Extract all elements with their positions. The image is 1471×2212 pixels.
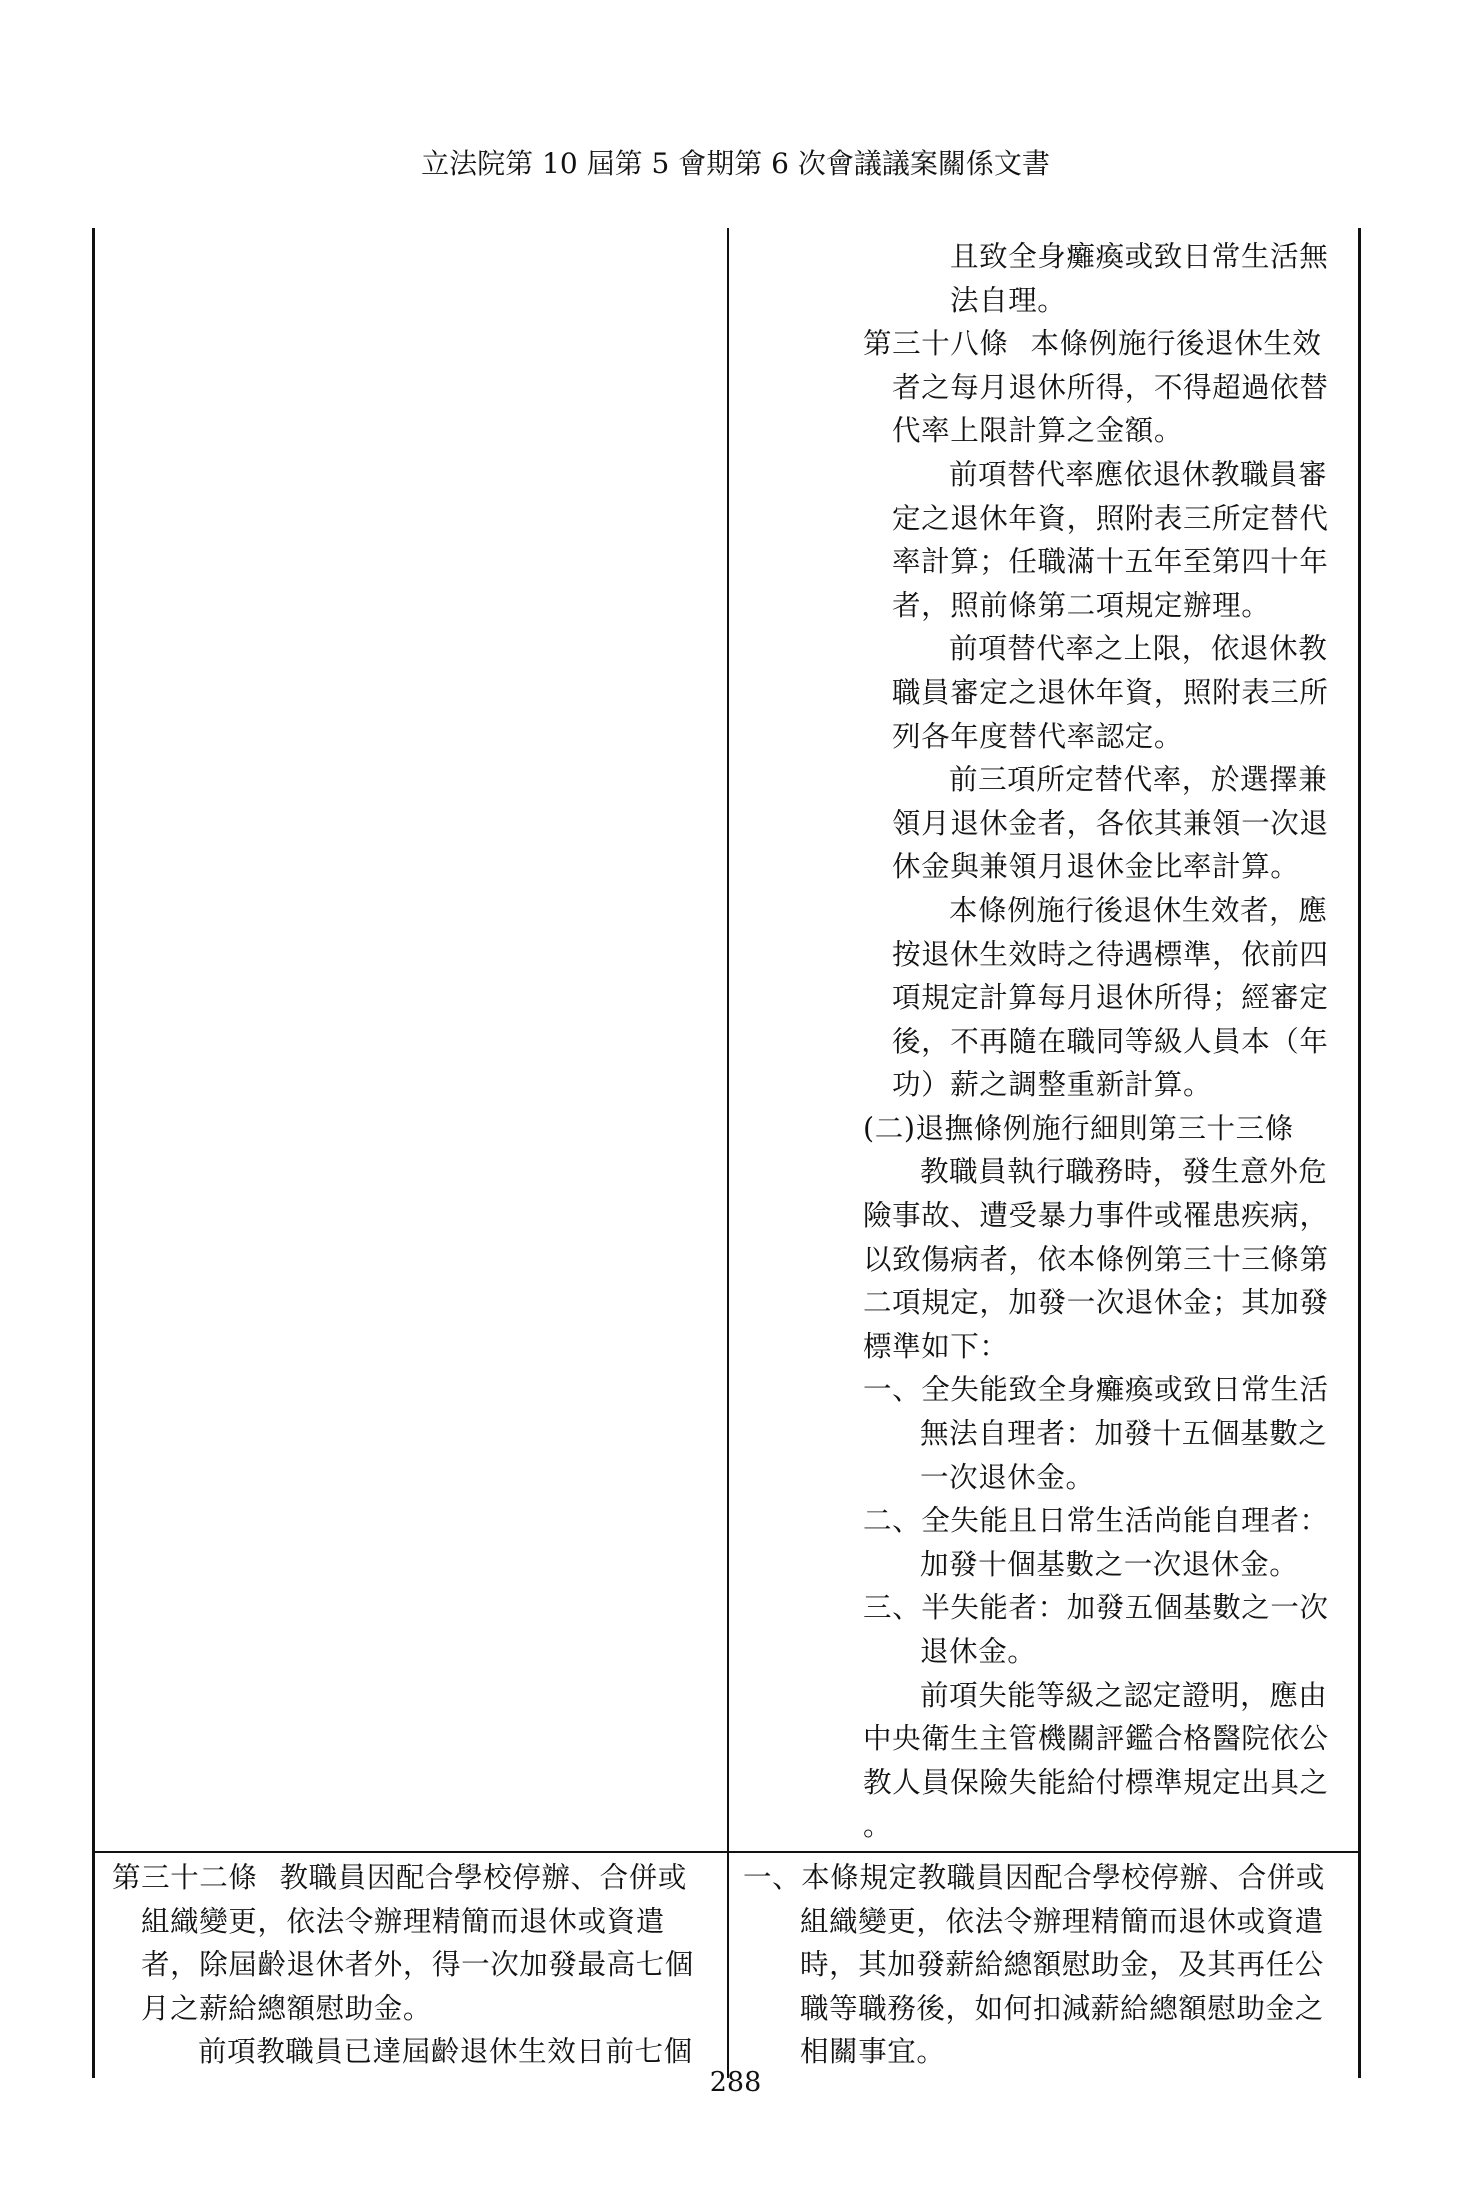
explanation-item-1 (743, 1856, 1349, 2074)
list-item-2-marker: 二、 (863, 1504, 922, 1538)
table-middle-divider (727, 228, 729, 2078)
list-item-3-marker: 三、 (863, 1591, 922, 1625)
article-38-paragraph-5: 本條例施行後退休生效者，應按退休生效時之待遇標準，依前四項規定計算每月退休所得；經審定後，不再隨在職同等級人員本（年功）薪之調整重新計算。 (892, 893, 1329, 1102)
explanation-item-1-marker: 一、 (743, 1861, 802, 1894)
article-32-title: 第三十二條 (112, 1861, 258, 1894)
explanation-item-1-text: 本條規定教職員因配合學校停辦、合併或組織變更，依法令辦理精簡而退休或資遣時，其加發薪給總額慰助金，及其再任公職等職務後，如何扣減薪給總額慰助金之相關事宜。 (800, 1861, 1326, 2069)
continuation-line-2: 法自理。 (950, 283, 1067, 317)
list-item-3-text: 半失能者：加發五個基數之一次退休金。 (920, 1591, 1329, 1668)
top-right-cell (863, 235, 1349, 1848)
article-32-paragraph-2: 前項教職員已達屆齡退休生效日前七個 (198, 2035, 693, 2069)
article-38-title: 第三十八條 (863, 327, 1009, 361)
row-divider (92, 1851, 1361, 1853)
list-item-1-marker: 一、 (863, 1373, 922, 1407)
subsection-2-intro: 教職員執行職務時，發生意外危險事故、遭受暴力事件或罹患疾病，以致傷病者，依本條例第三十三條第二項規定，加發一次退休金；其加發標準如下： (863, 1155, 1329, 1363)
article-38-paragraph-4: 前三項所定替代率，於選擇兼領月退休金者，各依其兼領一次退休金與兼領月退休金比率計算。 (892, 763, 1329, 884)
article-38-paragraph-3: 前項替代率之上限，依退休教職員審定之退休年資，照附表三所列各年度替代率認定。 (892, 632, 1329, 753)
list-item-1 (863, 1368, 1349, 1499)
list-item-2-text: 全失能且日常生活尚能自理者：加發十個基數之一次退休金。 (920, 1504, 1329, 1581)
list-item-1-text: 全失能致全身癱瘓或致日常生活無法自理者：加發十五個基數之一次退休金。 (920, 1373, 1329, 1494)
document-header: 立法院第 10 屆第 5 會期第 6 次會議議案關係文書 (421, 147, 1050, 180)
subsection-2-heading: (二)退撫條例施行細則第三十三條 (863, 1111, 1294, 1145)
page-number: 288 (709, 2067, 762, 2098)
bottom-left-cell (112, 1856, 710, 2074)
article-38-paragraph-2: 前項替代率應依退休教職員審定之退休年資，照附表三所定替代率計算；任職滿十五年至第四十年者，照前條第二項規定辦理。 (892, 457, 1329, 622)
subsection-2-closing: 前項失能等級之認定證明，應由中央衛生主管機關評鑑合格醫院依公教人員保險失能給付標準規定出具之 (863, 1678, 1329, 1799)
list-item-2 (863, 1499, 1349, 1586)
subsection-2-trailing: 。 (863, 1809, 893, 1843)
bottom-right-cell (743, 1856, 1349, 2074)
table-right-border (1358, 228, 1361, 2078)
list-item-3 (863, 1586, 1349, 1673)
top-left-cell (95, 228, 727, 1851)
article-38 (863, 322, 1349, 1107)
article-32-paragraph-1: 教職員因配合學校停辦、合併或組織變更，依法令辦理精簡而退休或資遣者，除屆齡退休者外，得一次加發最高七個月之薪給總額慰助金。 (141, 1861, 694, 2025)
continuation-line-1: 且致全身癱瘓或致日常生活無 (950, 240, 1329, 273)
article-38-paragraph-1: 本條例施行後退休生效者之每月退休所得，不得超過依替代率上限計算之金額。 (892, 327, 1329, 448)
